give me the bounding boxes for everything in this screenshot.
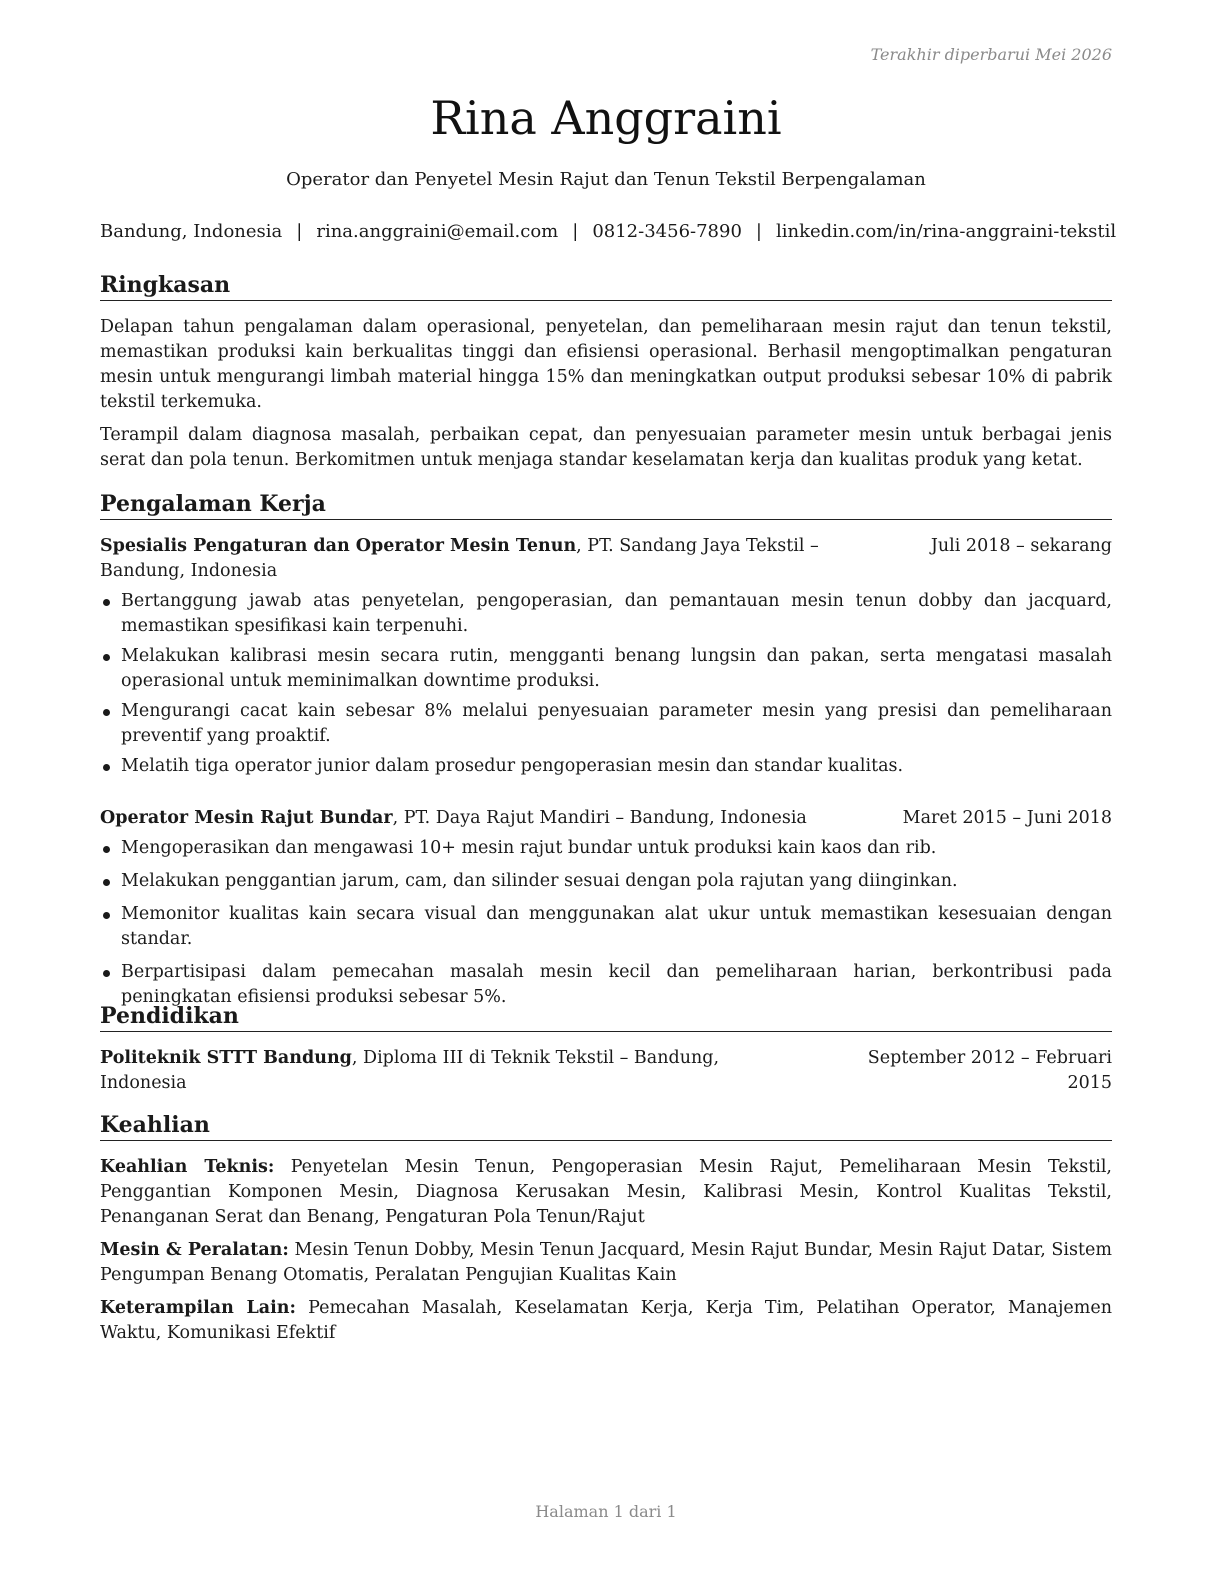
bullet-icon — [103, 970, 110, 977]
job-header — [100, 534, 1112, 584]
contact-separator: | — [572, 221, 579, 242]
bullet-icon — [103, 709, 110, 716]
skill-group-text: Mesin Tenun Dobby, Mesin Tenun Jacquard, Mesin Rajut Bundar, Mesin Rajut Datar, Sistem Pengumpan Benang Otomatis, Peralatan Pengujian Kualitas Kain — [100, 1240, 1112, 1285]
job-bullet: Memonitor kualitas kain secara visual dan menggunakan alat ukur untuk memastikan kesesuaian dengan standar. — [100, 902, 1112, 952]
job-bullet: Mengoperasikan dan mengawasi 10+ mesin rajut bundar untuk produksi kain kaos dan rib. — [100, 836, 1112, 861]
last-updated-note: Terakhir diperbarui Mei 2026 — [870, 45, 1112, 64]
contact-phone: 0812-3456-7890 — [592, 221, 742, 242]
summary-section — [100, 271, 1112, 473]
job-company: , PT. Sandang Jaya Tekstil – Bandung, Indonesia — [100, 536, 819, 581]
experience-section — [100, 490, 1112, 1010]
job-company: , PT. Daya Rajut Mandiri – Bandung, Indonesia — [392, 808, 807, 828]
summary-paragraph: Terampil dalam diagnosa masalah, perbaikan cepat, dan penyesuaian parameter mesin untuk berbagai jenis serat dan pola tenun. Berkomitmen untuk menjaga standar keselamatan kerja dan kualitas produk yang ketat. — [100, 425, 1112, 470]
job-role: Spesialis Pengaturan dan Operator Mesin Tenun — [100, 536, 577, 556]
skill-group-text: Penyetelan Mesin Tenun, Pengoperasian Mesin Rajut, Pemeliharaan Mesin Tekstil, Penggantian Komponen Mesin, Diagnosa Kerusakan Mesin, Kalibrasi Mesin, Kontrol Kualitas Tekstil, Penanganan Serat dan Benang, Pengaturan Pola Tenun/Rajut — [100, 1157, 1112, 1227]
education-entry — [100, 1046, 1112, 1096]
job-bullet: Melatih tiga operator junior dalam prosedur pengoperasian mesin dan standar kualitas. — [100, 754, 1112, 779]
job-bullet: Mengurangi cacat kain sebesar 8% melalui penyesuaian parameter mesin yang presisi dan pemeliharaan preventif yang proaktif. — [100, 699, 1112, 749]
skill-group — [100, 1155, 1112, 1230]
skill-group-label: Keahlian Teknis: — [100, 1157, 275, 1177]
summary-heading: Ringkasan — [100, 271, 1112, 301]
job-bullet-list — [100, 836, 1112, 1010]
job-bullet: Bertanggung jawab atas penyetelan, pengoperasian, dan pemantauan mesin tenun dobby dan jacquard, memastikan spesifikasi kain terpenuhi. — [100, 589, 1112, 639]
bullet-icon — [103, 912, 110, 919]
candidate-name: Rina Anggraini — [430, 91, 782, 145]
contact-linkedin-link[interactable]: linkedin.com/in/rina-anggraini-tekstil — [776, 221, 1117, 242]
contact-separator: | — [755, 221, 762, 242]
resume-page — [100, 0, 1117, 1584]
education-heading: Pendidikan — [100, 1002, 1112, 1032]
skill-group-text: Pemecahan Masalah, Keselamatan Kerja, Kerja Tim, Pelatihan Operator, Manajemen Waktu, Komunikasi Efektif — [100, 1298, 1112, 1343]
job-bullet: Melakukan penggantian jarum, cam, dan silinder sesuai dengan pola rajutan yang diinginkan. — [100, 869, 1112, 894]
bullet-icon — [103, 879, 110, 886]
job-bullet: Melakukan kalibrasi mesin secara rutin, mengganti benang lungsin dan pakan, serta mengatasi masalah operasional untuk meminimalkan downtime produksi. — [100, 644, 1112, 694]
page-number: Halaman 1 dari 1 — [535, 1502, 677, 1521]
job-dates: Maret 2015 – Juni 2018 — [902, 808, 1112, 828]
job-bullet: Berpartisipasi dalam pemecahan masalah mesin kecil dan pemeliharaan harian, berkontribusi pada peningkatan efisiensi produksi sebesar 5%. — [100, 960, 1112, 1010]
contact-email-link[interactable]: rina.anggraini@email.com — [316, 221, 559, 242]
skill-group-label: Mesin & Peralatan: — [100, 1240, 289, 1260]
contact-location: Bandung, Indonesia — [100, 221, 283, 242]
job-bullet-list — [100, 589, 1112, 779]
job-header — [100, 806, 1112, 831]
education-detail: , Diploma III di Teknik Tekstil – Bandung, Indonesia — [100, 1048, 720, 1093]
education-dates: September 2012 – Februari 2015 — [867, 1048, 1112, 1093]
contact-line — [100, 220, 1117, 244]
job-role: Operator Mesin Rajut Bundar — [100, 808, 393, 828]
education-school: Politeknik STTT Bandung — [100, 1048, 352, 1068]
skill-group — [100, 1238, 1112, 1288]
job-dates: Juli 2018 – sekarang — [930, 536, 1112, 556]
skills-heading: Keahlian — [100, 1111, 1112, 1141]
skill-group — [100, 1296, 1112, 1346]
bullet-icon — [103, 599, 110, 606]
bullet-icon — [103, 764, 110, 771]
candidate-tagline: Operator dan Penyetel Mesin Rajut dan Tenun Tekstil Berpengalaman — [286, 169, 926, 190]
bullet-icon — [103, 654, 110, 661]
skill-group-label: Keterampilan Lain: — [100, 1298, 296, 1318]
contact-separator: | — [296, 221, 303, 242]
experience-heading: Pengalaman Kerja — [100, 490, 1112, 520]
education-section — [100, 1002, 1112, 1096]
bullet-icon — [103, 846, 110, 853]
summary-paragraph: Delapan tahun pengalaman dalam operasional, penyetelan, dan pemeliharaan mesin rajut dan tenun tekstil, memastikan produksi kain berkualitas tinggi dan efisiensi operasional. Berhasil mengoptimalkan pengaturan mesin untuk mengurangi limbah material hingga 15% dan meningkatkan output produksi sebesar 10% di pabrik tekstil terkemuka. — [100, 317, 1112, 412]
skills-section — [100, 1111, 1112, 1346]
